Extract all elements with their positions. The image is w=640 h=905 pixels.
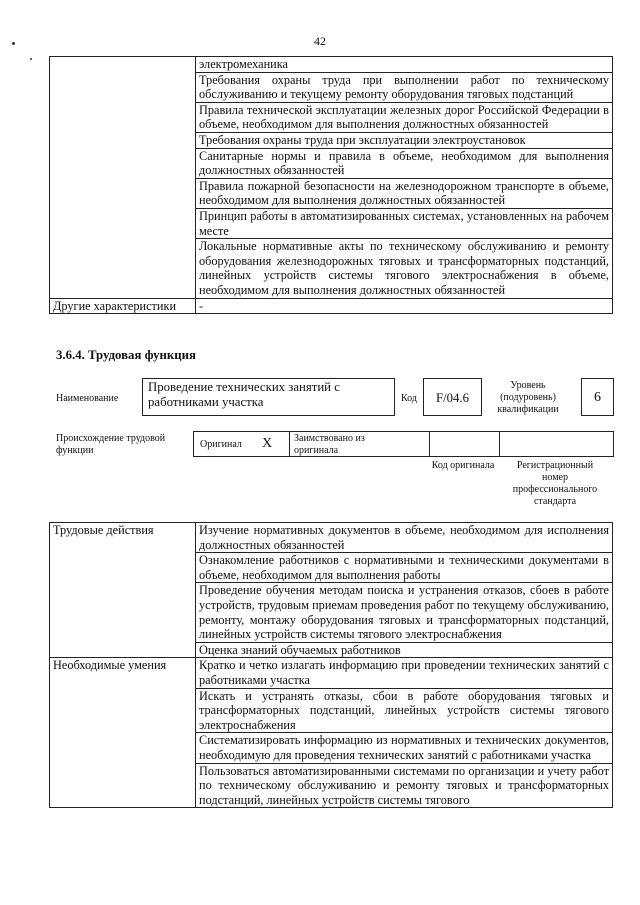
skill-item: Систематизировать информацию из нормативных и технических документов, необходимую для проведения технических занятий с работниками участка bbox=[196, 733, 613, 763]
required-skills-label: Необходимые умения bbox=[50, 658, 196, 808]
code-value: F/04.6 bbox=[435, 391, 470, 405]
skill-item: Кратко и четко излагать информацию при проведении технических занятий с работниками участка bbox=[196, 658, 613, 688]
labor-action-item: Ознакомление работников с нормативными и техническими документами в объеме, необходимом для выполнения работы bbox=[196, 553, 613, 583]
labor-action-item: Проведение обучения методам поиска и устранения отказов, сбоев в работе устройств, трудовым приемам проведения работ по текущему обслуживанию, ремонту, монтажу оборудования тяговых и трансформаторных подстанций, линейных устройств системы тягового электроснабжения bbox=[196, 583, 613, 642]
knowledge-item: Правила технической эксплуатации железных дорог Российской Федерации в объеме, необходимом для выполнения должностных обязанностей bbox=[196, 102, 613, 132]
other-characteristics-value: - bbox=[196, 298, 613, 314]
code-caption: Код оригинала bbox=[431, 460, 495, 471]
other-characteristics-label: Другие характеристики bbox=[50, 298, 196, 314]
code-label: Код bbox=[401, 393, 417, 404]
origin-label: Происхождение трудовой функции bbox=[56, 433, 166, 456]
origin-table bbox=[193, 431, 614, 457]
row-label-empty bbox=[50, 57, 196, 299]
level-value: 6 bbox=[594, 390, 601, 405]
table-row bbox=[50, 523, 613, 553]
knowledge-table bbox=[49, 56, 613, 314]
original-mark: X bbox=[262, 436, 273, 451]
skill-item: Искать и устранять отказы, сбои в работе оборудования тяговых и трансформаторных подстанций, линейных устройств системы тягового электроснабжения bbox=[196, 688, 613, 733]
origin-divider bbox=[289, 432, 290, 456]
function-name: Проведение технических занятий с работниками участка bbox=[148, 380, 340, 409]
function-name-box bbox=[142, 378, 395, 416]
knowledge-item: Локальные нормативные акты по техническому обслуживанию и ремонту оборудования железнодорожных тяговых и трансформаторных подстанций, линейных устройств системы тягового электроснабжения в объеме, необходимом для выполнения должностных обязанностей bbox=[196, 239, 613, 298]
origin-divider bbox=[499, 432, 500, 456]
page-number: 42 bbox=[314, 34, 326, 48]
knowledge-item: Требования охраны труда при выполнении работ по техническому обслуживанию и текущему ремонту оборудования тяговых подстанций bbox=[196, 72, 613, 102]
level-box bbox=[581, 378, 614, 416]
reg-caption: Регистрационный номер профессионального стандарта bbox=[512, 460, 598, 507]
table-row bbox=[50, 298, 613, 314]
name-label: Наименование bbox=[56, 393, 119, 404]
table-row bbox=[50, 57, 613, 73]
scan-dot bbox=[12, 42, 15, 45]
knowledge-item: Требования охраны труда при эксплуатации электроустановок bbox=[196, 132, 613, 148]
labor-action-item: Оценка знаний обучаемых работников bbox=[196, 642, 613, 658]
original-label: Оригинал bbox=[200, 439, 242, 450]
borrowed-label: Заимствовано из оригинала bbox=[294, 433, 365, 456]
labor-actions-label: Трудовые действия bbox=[50, 523, 196, 658]
knowledge-item: Правила пожарной безопасности на железнодорожном транспорте в объеме, необходимом для выполнения должностных обязанностей bbox=[196, 178, 613, 208]
skill-item: Пользоваться автоматизированными системами по организации и учету работ по техническому обслуживанию и ремонту тяговых и трансформаторных подстанций, линейных устройств системы тягового bbox=[196, 763, 613, 808]
knowledge-item: электромеханика bbox=[196, 57, 613, 73]
level-label: Уровень (подуровень) квалификации bbox=[497, 380, 559, 415]
knowledge-item: Принцип работы в автоматизированных системах, установленных на рабочем месте bbox=[196, 208, 613, 238]
labor-action-item: Изучение нормативных документов в объеме, необходимом для исполнения должностных обязанностей bbox=[196, 523, 613, 553]
knowledge-item: Санитарные нормы и правила в объеме, необходимом для выполнения должностных обязанностей bbox=[196, 148, 613, 178]
section-title: 3.6.4. Трудовая функция bbox=[56, 348, 196, 362]
scan-dot bbox=[30, 58, 32, 60]
code-box bbox=[423, 378, 482, 416]
table-row bbox=[50, 658, 613, 688]
labor-function-table bbox=[49, 522, 613, 808]
origin-divider bbox=[429, 432, 430, 456]
